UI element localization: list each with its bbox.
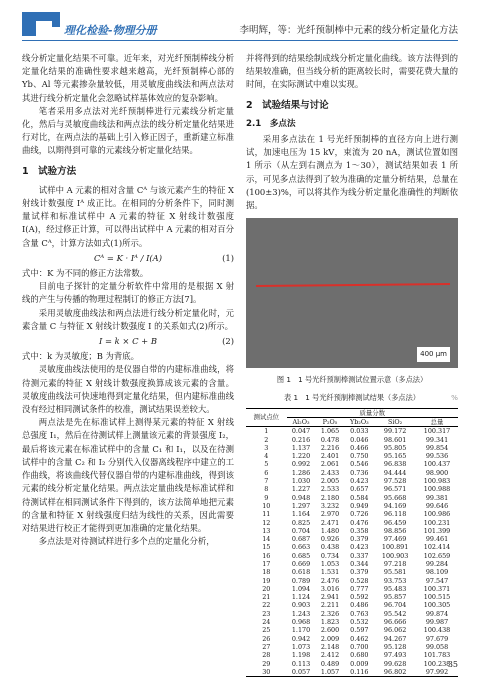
table-cell: 1.227 bbox=[291, 485, 311, 494]
table-row bbox=[246, 444, 458, 452]
table-cell: 100.515 bbox=[423, 593, 451, 602]
table-cell: 10 bbox=[262, 501, 271, 510]
table-cell: 97.679 bbox=[425, 634, 449, 643]
table-cell: 13 bbox=[262, 526, 271, 535]
table-cell: 100.891 bbox=[381, 543, 409, 552]
table-cell: 0.777 bbox=[350, 584, 369, 593]
table-cell: 1.480 bbox=[320, 526, 340, 535]
table-cell: 1.053 bbox=[320, 559, 340, 568]
equation-number: (1) bbox=[222, 252, 234, 263]
table-cell: 17 bbox=[262, 559, 271, 568]
table-cell: 2 bbox=[264, 435, 269, 444]
table-cell: 18 bbox=[262, 568, 271, 577]
table-cell: 100.983 bbox=[423, 477, 451, 486]
journal-name: 理化检验-物理分册 bbox=[64, 24, 157, 37]
table-cell: 1.243 bbox=[291, 609, 311, 618]
equation-note: 式中：k 为灵敏度；B 为背底。 bbox=[22, 351, 140, 362]
table-cell: 94.267 bbox=[383, 634, 407, 643]
paragraph: 灵敏度曲线法使用的是仪器自带的内建标准曲线，将待测元素的特征 X 射线计数强度换算成该元素的含量。灵敏度曲线法可快速地得到定量化结果，但内建标准曲线没有经过相同测试条件的校准，测试结果误差较大。 bbox=[22, 364, 234, 415]
table-row bbox=[246, 452, 458, 460]
table-row bbox=[246, 494, 458, 502]
table-cell: 98.109 bbox=[425, 568, 449, 577]
equation-1 bbox=[22, 252, 234, 265]
table-cell: 3.232 bbox=[320, 501, 340, 510]
table-cell: 97.469 bbox=[383, 535, 407, 544]
table-cell: 0.046 bbox=[350, 435, 369, 444]
table-cell: 96.459 bbox=[383, 518, 407, 527]
table-cell: 2.009 bbox=[320, 634, 340, 643]
table-cell: 0.057 bbox=[287, 668, 316, 677]
table-cell: 99.987 bbox=[425, 618, 449, 627]
table-cell: 100.437 bbox=[423, 460, 451, 469]
table-cell: 0.926 bbox=[320, 535, 340, 544]
table-cell: 96.838 bbox=[383, 460, 407, 469]
table-cell: 0.942 bbox=[291, 634, 311, 643]
table-cell: 1.220 bbox=[291, 452, 311, 461]
table-cell: 14 bbox=[262, 535, 271, 544]
table-cell: 99.341 bbox=[425, 435, 449, 444]
table-cell: 0.047 bbox=[291, 427, 311, 436]
table-cell: 0.438 bbox=[320, 543, 340, 552]
table-cell: 99.874 bbox=[425, 609, 449, 618]
table-cell: 1.198 bbox=[291, 651, 311, 660]
table-cell: 15 bbox=[262, 543, 271, 552]
table-row bbox=[246, 651, 458, 659]
table-cell: 96.666 bbox=[383, 618, 407, 627]
table-cell: 2.412 bbox=[320, 651, 340, 660]
table-cell: 0.685 bbox=[291, 551, 311, 560]
table-row bbox=[246, 535, 458, 543]
section-heading: 1 试验方法 bbox=[22, 165, 77, 177]
paragraph: 多点法是对待测试样进行多个点的定量化分析， bbox=[38, 536, 215, 547]
table-cell: 0.546 bbox=[350, 460, 369, 469]
table-row bbox=[246, 585, 458, 593]
table-cell: 2.148 bbox=[320, 642, 340, 651]
table-cell: 0.704 bbox=[291, 526, 311, 535]
table-cell: 1.137 bbox=[291, 443, 311, 452]
table-cell: 2.211 bbox=[320, 601, 340, 610]
section-heading: 2 试验结果与讨论 bbox=[246, 99, 329, 111]
col-header: SiO₂ bbox=[374, 417, 416, 426]
table-row bbox=[246, 427, 458, 436]
table-cell: 0.462 bbox=[350, 634, 369, 643]
table-cell: 100.238 bbox=[423, 659, 451, 668]
table-cell: 99.646 bbox=[425, 501, 449, 510]
table-cell: 95.857 bbox=[383, 593, 407, 602]
table-cell: 1.057 bbox=[316, 668, 345, 677]
table-cell: 9 bbox=[264, 493, 269, 502]
table-cell: 0.968 bbox=[291, 618, 311, 627]
equation-body: I = k × C + B bbox=[99, 336, 157, 347]
table-row bbox=[246, 626, 458, 634]
table-cell: 95.805 bbox=[383, 443, 407, 452]
table-cell: 2.061 bbox=[320, 460, 340, 469]
table-cell: 1.094 bbox=[291, 584, 311, 593]
table-cell: 1.124 bbox=[291, 593, 311, 602]
table-cell: 2.471 bbox=[320, 518, 340, 527]
table-cell: 2.433 bbox=[320, 468, 340, 477]
table-cell: 2.216 bbox=[320, 443, 340, 452]
table-cell: 0.009 bbox=[350, 659, 369, 668]
table-cell: 27 bbox=[262, 642, 271, 651]
table-cell: 99.536 bbox=[425, 452, 449, 461]
table-cell: 0.949 bbox=[350, 501, 369, 510]
table-cell: 0.489 bbox=[320, 659, 340, 668]
table-cell: 0.466 bbox=[350, 443, 369, 452]
table-cell: 0.423 bbox=[350, 477, 369, 486]
table-unit: % bbox=[451, 393, 458, 403]
table-cell: 0.597 bbox=[350, 626, 369, 635]
table-row bbox=[246, 519, 458, 527]
header-rule bbox=[22, 40, 458, 41]
table-cell: 97.547 bbox=[425, 576, 449, 585]
table-row bbox=[246, 502, 458, 510]
table-row bbox=[246, 552, 458, 560]
table-cell: 94.169 bbox=[383, 501, 407, 510]
paragraph: 笔者采用多点法对光纤预制棒进行元素线分析定量化，然后与灵敏度曲线法和两点法的线分析定量化结果进行对比，在两点法的基础上引入修正因子，重新建立标准曲线，以期得到可靠的元素线分析定量化结果。 bbox=[22, 105, 234, 156]
table-row bbox=[246, 560, 458, 568]
table-row bbox=[246, 618, 458, 626]
table-cell: 0.379 bbox=[350, 568, 369, 577]
table-cell: 100.903 bbox=[381, 551, 409, 560]
table-cell: 95.542 bbox=[383, 609, 407, 618]
table-cell: 0.663 bbox=[291, 543, 311, 552]
col-header: P₂O₅ bbox=[316, 417, 345, 426]
table-cell: 2.326 bbox=[320, 609, 340, 618]
table-cell: 1.297 bbox=[291, 501, 311, 510]
right-column bbox=[246, 52, 458, 677]
paragraph: 并将得到的结果绘制成线分析定量化曲线。该方法得到的结果较准确，但当线分析的距离较长时，需要花费大量的时间，在实际测试中难以实现。 bbox=[246, 53, 458, 90]
table-cell: 2.533 bbox=[320, 485, 340, 494]
table-cell: 102.414 bbox=[423, 543, 451, 552]
table-row bbox=[246, 460, 458, 468]
table-cell: 0.726 bbox=[350, 510, 369, 519]
results-table bbox=[246, 408, 458, 678]
table-cell: 1.823 bbox=[320, 618, 340, 627]
table-cell: 0.903 bbox=[291, 601, 311, 610]
running-title: 李明辉，等：光纤预制棒中元素的线分析定量化方法 bbox=[239, 25, 458, 36]
table-cell: 0.113 bbox=[291, 659, 311, 668]
table-cell: 97.493 bbox=[383, 651, 407, 660]
table-cell: 0.680 bbox=[350, 651, 369, 660]
table-row bbox=[246, 577, 458, 585]
table-cell: 28 bbox=[262, 651, 271, 660]
table-cell: 0.423 bbox=[350, 543, 369, 552]
table-cell: 102.659 bbox=[423, 551, 451, 560]
table-cell: 1.073 bbox=[291, 642, 311, 651]
table-row bbox=[246, 610, 458, 618]
equation-note: 式中：K 为不同的修正方法常数。 bbox=[22, 268, 149, 279]
table-cell: 100.305 bbox=[423, 601, 451, 610]
table-cell: 0.033 bbox=[350, 427, 369, 436]
table-cell: 8 bbox=[264, 485, 269, 494]
paragraph: 线分析定量化结果不可靠。近年来，对光纤预制棒线分析定量化结果的准确性要求越来越高，光纤预制棒心部的 Yb、Al 等元素掺杂量较低，用灵敏度曲线法和两点法对其进行线分析定量化会忽略试样基体效应的复杂影响。 bbox=[22, 53, 234, 103]
table-cell: 1.170 bbox=[291, 626, 311, 635]
table-cell: 99.172 bbox=[383, 427, 407, 436]
table-cell: 0.344 bbox=[350, 559, 369, 568]
table-cell: 93.753 bbox=[383, 576, 407, 585]
table-cell: 1.531 bbox=[320, 568, 340, 577]
table-cell: 20 bbox=[262, 584, 271, 593]
table-cell: 96.571 bbox=[383, 485, 407, 494]
table-cell: 0.486 bbox=[350, 601, 369, 610]
table-row bbox=[246, 568, 458, 576]
col-group-header: 质量分数 bbox=[287, 408, 458, 417]
table-cell: 1.065 bbox=[320, 427, 340, 436]
table-cell: 0.618 bbox=[291, 568, 311, 577]
table-cell: 97.528 bbox=[383, 477, 407, 486]
table-row bbox=[246, 601, 458, 609]
table-cell: 1.030 bbox=[291, 477, 311, 486]
table-cell: 95.165 bbox=[383, 452, 407, 461]
table-cell: 98.601 bbox=[383, 435, 407, 444]
table-cell: 0.734 bbox=[320, 551, 340, 560]
table-cell: 96.062 bbox=[383, 626, 407, 635]
table-cell: 19 bbox=[262, 576, 271, 585]
equation-2 bbox=[22, 335, 234, 348]
paragraph: 试样中 A 元素的相对含量 Cᴬ 与该元素产生的特征 X 射线计数强度 Iᴬ 成正比。在相同的分析条件下，同时测量试样和标准试样中 A 元素的特征 X 射线计数强度 I(A)，经过修正计算，可以得出试样中 A 元素的相对百分含量 Cᴬ，计算方法如式(1)所示。 bbox=[22, 184, 234, 248]
table-cell: 2.600 bbox=[320, 626, 340, 635]
table-cell: 0.789 bbox=[291, 576, 311, 585]
table-cell: 100.371 bbox=[423, 584, 451, 593]
subsection-heading: 2.1 多点法 bbox=[246, 118, 296, 129]
figure-1-micrograph bbox=[246, 218, 458, 368]
table-cell: 95.668 bbox=[383, 493, 407, 502]
table-cell: 22 bbox=[262, 601, 271, 610]
col-header: Al₂O₃ bbox=[287, 417, 316, 426]
left-column bbox=[22, 52, 234, 548]
table-cell: 0.687 bbox=[291, 535, 311, 544]
table-row bbox=[246, 510, 458, 518]
equation-body: Cᴬ = K · Iᴬ / I(A) bbox=[94, 252, 162, 263]
table-cell: 96.118 bbox=[383, 510, 407, 519]
table-cell: 99.058 bbox=[425, 642, 449, 651]
table-cell: 0.216 bbox=[291, 435, 311, 444]
col-header: 总量 bbox=[416, 417, 458, 426]
table-cell: 2.476 bbox=[320, 576, 340, 585]
table-cell: 0.669 bbox=[291, 559, 311, 568]
table-cell: 24 bbox=[262, 618, 271, 627]
table-cell: 98.856 bbox=[383, 526, 407, 535]
table-cell: 4 bbox=[264, 452, 269, 461]
table-cell: 7 bbox=[264, 477, 269, 486]
table-cell: 1 bbox=[264, 427, 269, 436]
table-row bbox=[246, 593, 458, 601]
table-cell: 2.970 bbox=[320, 510, 340, 519]
table-cell: 3.016 bbox=[320, 584, 340, 593]
table-cell: 97.218 bbox=[383, 559, 407, 568]
paragraph: 采用多点法在 1 号光纤预制棒的直径方向上进行测试，加速电压为 15 kV，束流为 20 nA，测试位置如图 1 所示（从左到右测点为 1～30），测试结果如表 1 所示，可见多点法得到了较为准确的定量分析结果，总量在(100±3)%，可以将其作为线分析定量化准确性的判断依据。 bbox=[246, 134, 458, 211]
table-cell: 0.592 bbox=[350, 593, 369, 602]
table-cell: 2.401 bbox=[320, 452, 340, 461]
table-cell: 100.438 bbox=[423, 626, 451, 635]
table-cell: 99.628 bbox=[383, 659, 407, 668]
figure-caption: 图 1 1 号光纤预制棒测试位置示意（多点法） bbox=[276, 375, 428, 385]
table-cell: 29 bbox=[262, 659, 271, 668]
table-row bbox=[246, 635, 458, 643]
table-cell: 0.532 bbox=[350, 618, 369, 627]
table-cell: 96.802 bbox=[374, 668, 416, 677]
table-cell: 0.478 bbox=[320, 435, 340, 444]
table-row bbox=[246, 485, 458, 493]
table-cell: 0.825 bbox=[291, 518, 311, 527]
scale-label: 400 μm bbox=[417, 347, 450, 362]
table-cell: 0.700 bbox=[350, 642, 369, 651]
table-cell: 23 bbox=[262, 609, 271, 618]
table-row bbox=[246, 527, 458, 535]
table-cell: 0.358 bbox=[350, 526, 369, 535]
table-row bbox=[246, 668, 458, 677]
table-cell: 5 bbox=[264, 460, 269, 469]
table-cell: 1.164 bbox=[291, 510, 311, 519]
table-row bbox=[246, 643, 458, 651]
table-cell: 3 bbox=[264, 443, 269, 452]
table-cell: 2.180 bbox=[320, 493, 340, 502]
table-cell: 0.948 bbox=[291, 493, 311, 502]
paragraph: 目前电子探针的定量分析软件中常用的是根据 X 射线的产生与传播的物理过程制订的修正方法[7]。 bbox=[22, 281, 234, 305]
table-cell: 98.900 bbox=[425, 468, 449, 477]
table-cell: 100.988 bbox=[423, 485, 451, 494]
col-header: Yb₂O₃ bbox=[345, 417, 375, 426]
col-header-point: 测试点位 bbox=[246, 408, 287, 427]
table-cell: 1.286 bbox=[291, 468, 311, 477]
table-cell: 0.116 bbox=[345, 668, 375, 677]
table-cell: 95.483 bbox=[383, 584, 407, 593]
table-cell: 100.231 bbox=[423, 518, 451, 527]
table-cell: 2.941 bbox=[320, 593, 340, 602]
table-cell: 21 bbox=[262, 593, 271, 602]
table-cell: 99.284 bbox=[425, 559, 449, 568]
paragraph: 两点法是先在标准试样上测得某元素的特征 X 射线总强度 I₁，然后在待测试样上测量该元素的背景强度 I₂，最后将该元素在标准试样中的含量 C₁ 和 I₁，以及在待测试样中的含量 C₂ 和 I₂ 分别代入仪器离线程序中建立的工作曲线，将该曲线代替仪器自带的内建标准曲线，得到该元素的线分析定量化结果。两点法定量曲线是标准试样和待测试样在相同测试条件下得到的，该方法简单地把元素的含量和特征 X 射线强度归结为线性的关系，因此需要对结果进行校正才能得到更加准确的定量化结果。 bbox=[22, 417, 234, 533]
table-cell: 96.704 bbox=[383, 601, 407, 610]
table-row bbox=[246, 543, 458, 551]
table-cell: 0.584 bbox=[350, 493, 369, 502]
table-cell: 26 bbox=[262, 634, 271, 643]
table-cell: 99.461 bbox=[425, 535, 449, 544]
table-cell: 0.337 bbox=[350, 551, 369, 560]
table-cell: 2.005 bbox=[320, 477, 340, 486]
table-cell: 30 bbox=[246, 668, 287, 677]
table-cell: 25 bbox=[262, 626, 271, 635]
table-cell: 0.763 bbox=[350, 609, 369, 618]
table-row bbox=[246, 477, 458, 485]
table-cell: 101.783 bbox=[423, 651, 451, 660]
table-caption: 表 1 1 号光纤预制棒测试结果（多点法） bbox=[284, 393, 420, 403]
table-row bbox=[246, 469, 458, 477]
table-cell: 0.657 bbox=[350, 485, 369, 494]
table-cell: 11 bbox=[262, 510, 271, 519]
table-cell: 94.444 bbox=[383, 468, 407, 477]
table-cell: 0.736 bbox=[350, 468, 369, 477]
scan-line bbox=[256, 283, 450, 287]
table-cell: 99.381 bbox=[425, 493, 449, 502]
table-cell: 100.317 bbox=[423, 427, 451, 436]
table-row bbox=[246, 436, 458, 444]
table-cell: 0.476 bbox=[350, 518, 369, 527]
table-cell: 0.528 bbox=[350, 576, 369, 585]
table-cell: 101.399 bbox=[423, 526, 451, 535]
table-cell: 6 bbox=[264, 468, 269, 477]
table-row bbox=[246, 660, 458, 668]
table-cell: 16 bbox=[262, 551, 271, 560]
table-caption-row bbox=[246, 391, 458, 404]
table-cell: 0.379 bbox=[350, 535, 369, 544]
table-cell: 99.854 bbox=[425, 443, 449, 452]
table-cell: 100.986 bbox=[423, 510, 451, 519]
table-cell: 0.750 bbox=[350, 452, 369, 461]
page-header bbox=[0, 0, 480, 44]
table-cell: 12 bbox=[262, 518, 271, 527]
table-cell: 95.581 bbox=[383, 568, 407, 577]
table-cell: 0.992 bbox=[291, 460, 311, 469]
table-cell: 97.992 bbox=[416, 668, 458, 677]
equation-number: (2) bbox=[222, 336, 234, 347]
page-number: 35 bbox=[447, 660, 458, 669]
paragraph: 采用灵敏度曲线法和两点法进行线分析定量化时，元素含量 C 与特征 X 射线计数强度 I 的关系如式(2)所示。 bbox=[22, 307, 234, 331]
table-cell: 95.128 bbox=[383, 642, 407, 651]
